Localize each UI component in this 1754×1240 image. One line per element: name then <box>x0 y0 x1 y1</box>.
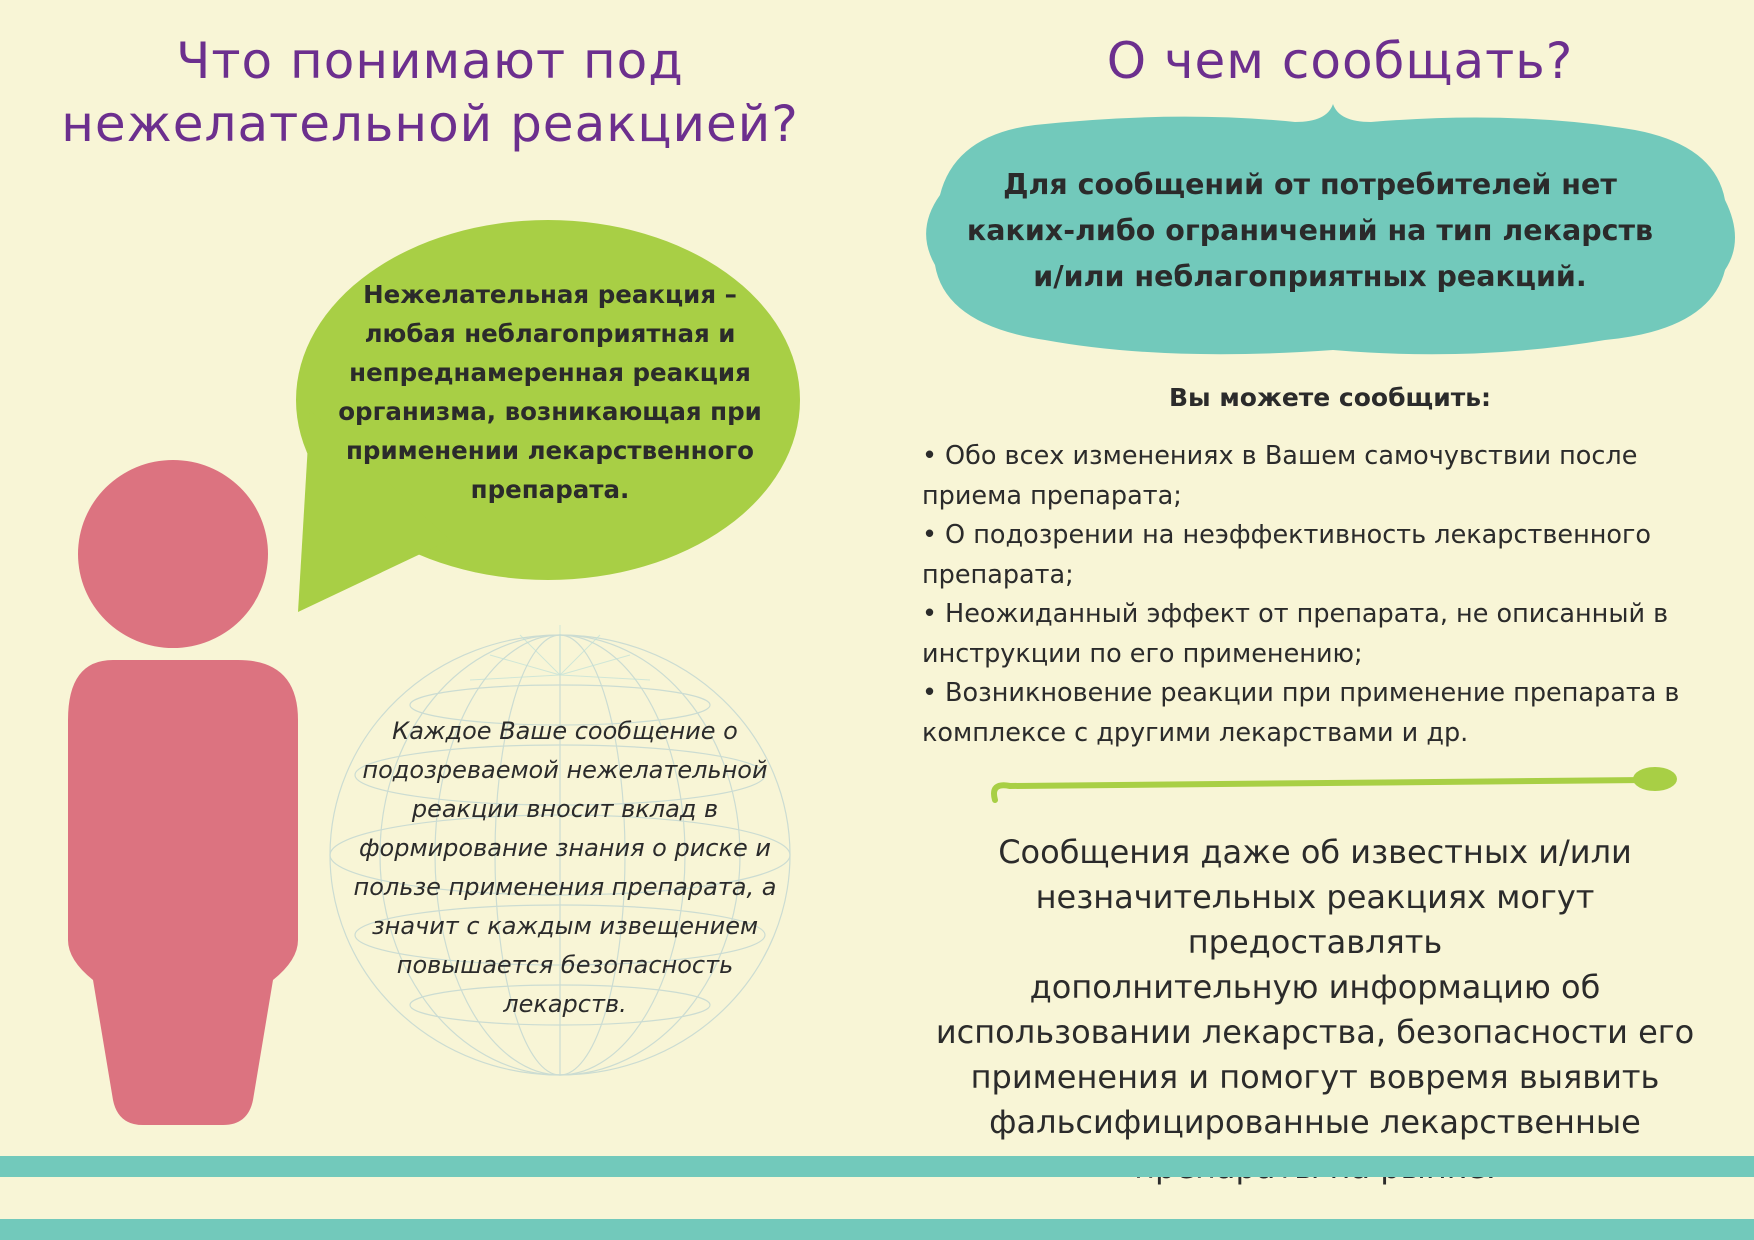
definition-line: применении лекарственного <box>345 436 755 465</box>
report-list <box>922 437 1712 753</box>
known-reactions-line: использовании лекарства, безопасности его <box>935 1013 1695 1051</box>
contribution-text <box>330 712 800 1024</box>
left-title-line-1: Что понимают под <box>176 32 684 90</box>
contribution-line: лекарств. <box>503 990 627 1018</box>
known-reactions-line: дополнительную информацию об <box>1029 968 1601 1006</box>
known-reactions-text <box>920 830 1710 1190</box>
decorative-divider <box>985 762 1685 812</box>
contribution-line: значит с каждым извещением <box>371 912 759 940</box>
contribution-line: Каждое Ваше сообщение о <box>392 717 738 745</box>
person-head <box>78 460 268 648</box>
left-title-line-2: нежелательной реакцией? <box>61 94 799 153</box>
right-title: О чем сообщать? <box>1106 32 1574 90</box>
no-restrictions-line: каких-либо ограничений на тип лекарств <box>966 214 1654 247</box>
bullet: • <box>922 599 938 629</box>
list-item-line: О подозрении на неэффективность лекарственного <box>945 520 1652 550</box>
bullet: • <box>922 520 938 550</box>
list-item-line: препарата; <box>922 559 1074 590</box>
known-reactions-line: применения и помогут вовремя выявить <box>970 1058 1660 1096</box>
no-restrictions-text <box>965 162 1655 300</box>
report-subtitle: Вы можете сообщить: <box>1168 383 1492 412</box>
list-item-line: Обо всех изменениях в Вашем самочувствии после <box>945 441 1638 471</box>
list-item-line: инструкции по его применению; <box>922 638 1363 669</box>
definition-text <box>330 275 770 509</box>
bottom-stripe <box>0 1219 1754 1240</box>
list-item-line: Неожиданный эффект от препарата, не описанный в <box>945 599 1669 629</box>
no-restrictions-line: Для сообщений от потребителей нет <box>1003 168 1617 201</box>
left-title <box>40 30 820 155</box>
known-reactions-line: незначительных реакциях могут предоставлять <box>1035 878 1595 961</box>
list-item <box>922 516 1712 595</box>
bullet: • <box>922 678 938 708</box>
definition-line: непреднамеренная реакция <box>349 358 751 387</box>
known-reactions-line: Сообщения даже об известных и/или <box>998 833 1632 871</box>
list-item-line: комплексе с другими лекарствами и др. <box>922 717 1469 748</box>
list-item-line: Возникновение реакции при применение препарата в <box>945 678 1680 708</box>
bullet: • <box>922 441 938 471</box>
contribution-line: пользе применения препарата, а <box>353 873 777 901</box>
contribution-line: формирование знания о риске и <box>359 834 771 862</box>
contribution-line: подозреваемой нежелательной <box>362 756 768 784</box>
list-item <box>922 595 1712 674</box>
definition-line: любая неблагоприятная и <box>364 319 736 348</box>
contribution-line: повышается безопасность <box>396 951 734 979</box>
definition-line: препарата. <box>470 475 630 504</box>
list-item <box>922 437 1712 516</box>
contribution-line: реакции вносит вклад в <box>411 795 719 823</box>
known-reactions-line: фальсифицированные лекарственные <box>989 1103 1641 1141</box>
person-body <box>58 660 308 1130</box>
no-restrictions-line: и/или неблагоприятных реакций. <box>1033 260 1587 293</box>
list-item <box>922 674 1712 753</box>
list-item-line: приема препарата; <box>922 480 1182 511</box>
definition-line: организма, возникающая при <box>338 397 762 426</box>
definition-line: Нежелательная реакция – <box>363 280 737 309</box>
bottom-stripe <box>0 1156 1754 1177</box>
